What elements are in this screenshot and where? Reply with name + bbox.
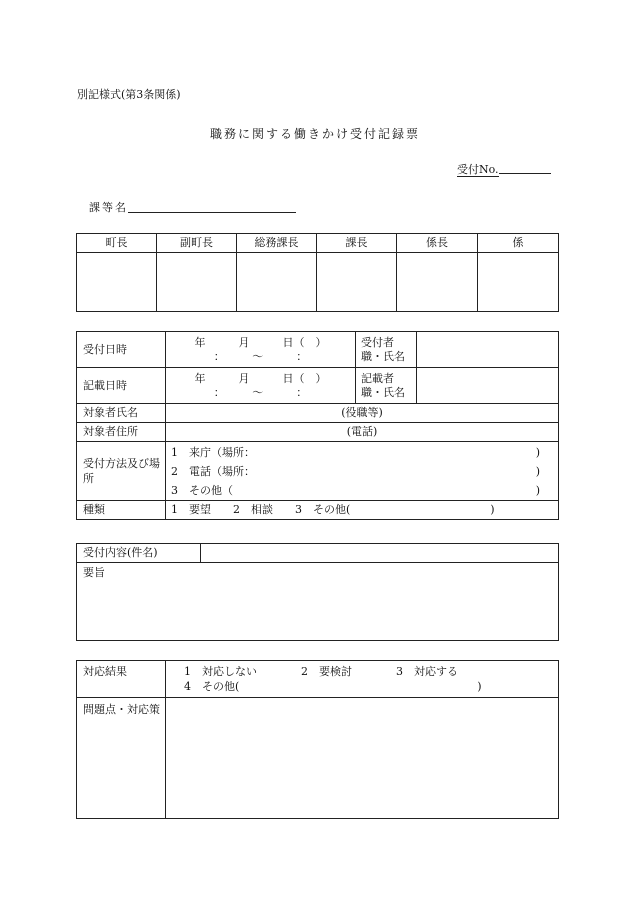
method-option-visit-text: 1 来庁（場所： [171, 445, 255, 459]
recorder-field[interactable] [417, 368, 559, 404]
type-options-close: ) [490, 503, 495, 516]
method-option-phone[interactable] [171, 462, 540, 481]
received-datetime-field[interactable] [166, 332, 356, 368]
approval-stamp-section-chief[interactable] [317, 253, 397, 312]
content-table [76, 543, 559, 641]
type-label: 種類 [77, 501, 166, 520]
subject-label: 受付内容(件名) [77, 544, 201, 563]
method-option-phone-close: ) [535, 464, 540, 478]
summary-field[interactable] [77, 563, 559, 641]
section-name-field[interactable] [128, 199, 296, 213]
subject-field[interactable] [201, 544, 559, 563]
form-title: 職務に関する働きかけ受付記録票 [209, 127, 420, 141]
result-options[interactable] [166, 661, 559, 698]
issues-label: 問題点・対応策 [77, 698, 166, 819]
receiver-label-line1: 受付者 [361, 335, 394, 349]
target-address-field[interactable] [166, 423, 559, 442]
method-option-other-close: ) [535, 483, 540, 497]
method-option-other-text: 3 その他（ [171, 483, 233, 497]
section-name [89, 199, 296, 215]
form-note: 別記様式(第3条関係) [77, 88, 181, 101]
recorded-datetime-field[interactable] [166, 368, 356, 404]
type-options-text: 1 要望 2 相談 3 その他( [171, 503, 351, 516]
approval-stamp-deputy-mayor[interactable] [157, 253, 237, 312]
recorder-label-line1: 記載者 [361, 371, 394, 385]
approval-stamp-mayor[interactable] [77, 253, 157, 312]
receipt-no-label: 受付No. [457, 163, 499, 176]
approval-stamp-general-affairs-chief[interactable] [237, 253, 317, 312]
received-datetime-label: 受付日時 [77, 332, 166, 368]
recorded-date-line: 年 月 日（ ） [194, 371, 327, 385]
method-option-visit[interactable] [171, 443, 540, 462]
approval-header-mayor: 町長 [77, 234, 157, 253]
method-option-other[interactable] [171, 481, 540, 500]
method-option-phone-text: 2 電話（場所： [171, 464, 255, 478]
target-name-field[interactable] [166, 404, 559, 423]
receiver-label-line2: 職・氏名 [361, 349, 405, 363]
result-table [76, 660, 559, 819]
reception-table [76, 331, 559, 520]
result-options-close: ) [477, 680, 482, 693]
recorded-datetime-label: 記載日時 [77, 368, 166, 404]
issues-field[interactable] [166, 698, 559, 819]
receiver-field[interactable] [417, 332, 559, 368]
result-label: 対応結果 [77, 661, 166, 698]
target-address-label: 対象者住所 [77, 423, 166, 442]
section-name-label: 課等名 [89, 201, 128, 214]
result-options-line1: 1 対応しない 2 要検討 3 対応する [184, 665, 458, 678]
result-options-line2: 4 その他( [184, 680, 240, 693]
target-position-label: (役職等) [341, 406, 383, 419]
summary-label: 要旨 [83, 566, 105, 579]
receiver-label [356, 332, 417, 368]
approval-table [76, 233, 559, 312]
approval-header-subsection-chief: 係長 [397, 234, 478, 253]
receipt-number [457, 161, 551, 177]
recorded-time-line: ： ～ ： [213, 385, 308, 399]
approval-header-deputy-mayor: 副町長 [157, 234, 237, 253]
result-options-line2-row [184, 679, 553, 694]
method-label: 受付方法及び場所 [77, 442, 166, 501]
target-phone-label: (電話) [346, 425, 378, 438]
approval-header-general-affairs-chief: 総務課長 [237, 234, 317, 253]
type-options[interactable] [166, 501, 559, 520]
recorder-label [356, 368, 417, 404]
receipt-no-field[interactable] [499, 161, 551, 174]
received-time-line: ： ～ ： [213, 349, 308, 363]
method-option-visit-close: ) [535, 445, 540, 459]
approval-header-section-chief: 課長 [317, 234, 397, 253]
method-options [166, 442, 559, 501]
approval-header-staff: 係 [478, 234, 559, 253]
approval-stamp-staff[interactable] [478, 253, 559, 312]
approval-stamp-subsection-chief[interactable] [397, 253, 478, 312]
recorder-label-line2: 職・氏名 [361, 385, 405, 399]
target-name-label: 対象者氏名 [77, 404, 166, 423]
received-date-line: 年 月 日（ ） [194, 335, 327, 349]
